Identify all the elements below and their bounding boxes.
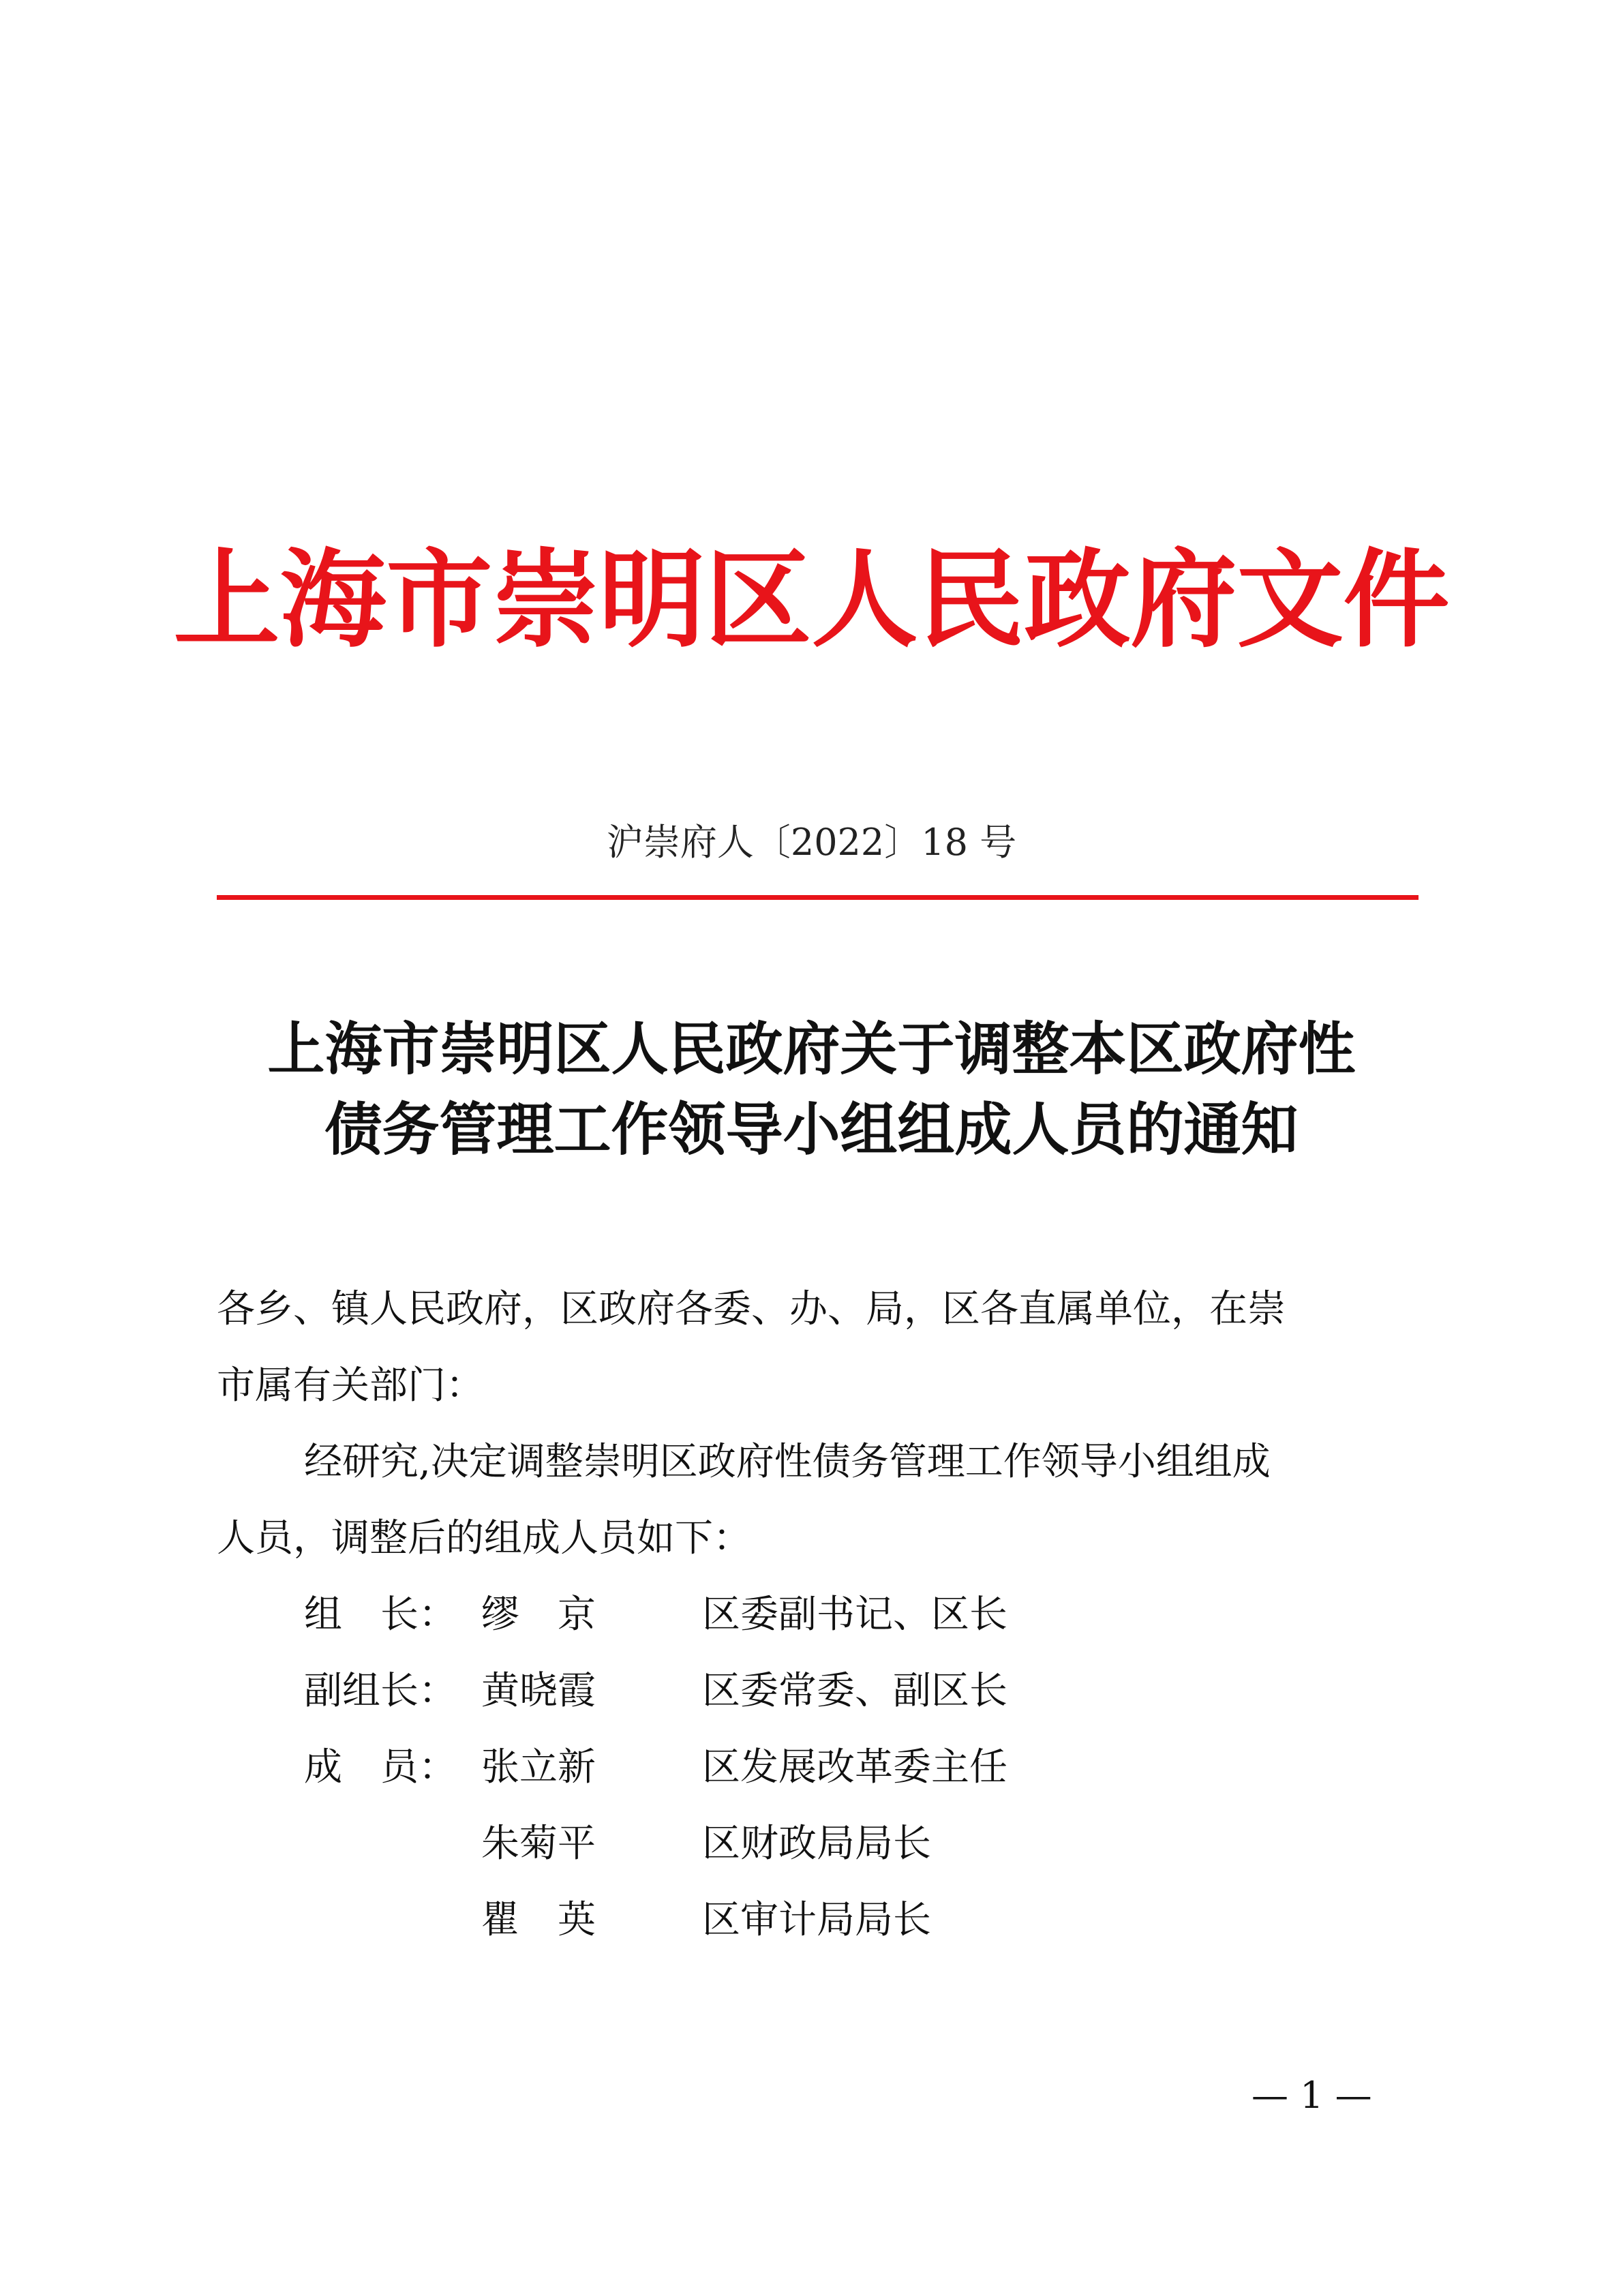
member-row bbox=[0, 1806, 1623, 1882]
member-row bbox=[0, 1729, 1623, 1806]
member-list bbox=[0, 1577, 1623, 1959]
masthead-title: 上海市崇明区人民政府文件 bbox=[173, 537, 1450, 662]
member-name: 张立新 bbox=[481, 1745, 596, 1789]
body-paragraph bbox=[217, 1424, 1419, 1577]
member-row bbox=[0, 1577, 1623, 1653]
member-position: 区审计局局长 bbox=[702, 1898, 931, 1942]
addressee-paragraph bbox=[217, 1271, 1419, 1424]
member-position: 区发展改革委主任 bbox=[702, 1745, 1007, 1789]
notice-title-line: 债务管理工作领导小组组成人员的通知 bbox=[324, 1096, 1299, 1163]
notice-title-line: 上海市崇明区人民政府关于调整本区政府性 bbox=[267, 1015, 1356, 1083]
member-role: 成 员： bbox=[304, 1745, 457, 1789]
document-number: 沪崇府人〔2022〕18 号 bbox=[606, 821, 1017, 864]
notice-title bbox=[136, 1009, 1487, 1170]
member-name: 黄晓霞 bbox=[481, 1669, 596, 1713]
addressee-line: 市属有关部门： bbox=[217, 1363, 484, 1408]
body-line: 经研究,决定调整崇明区政府性债务管理工作领导小组组成 bbox=[304, 1440, 1271, 1484]
member-name: 缪 京 bbox=[481, 1592, 596, 1637]
body-line: 人员，调整后的组成人员如下： bbox=[217, 1516, 751, 1560]
member-position: 区委副书记、区长 bbox=[702, 1592, 1007, 1637]
member-role: 副组长： bbox=[304, 1669, 457, 1713]
red-divider-line bbox=[217, 895, 1419, 900]
addressee-line: 各乡、镇人民政府，区政府各委、办、局，区各直属单位，在崇 bbox=[217, 1287, 1286, 1331]
member-name: 瞿 英 bbox=[481, 1898, 596, 1942]
member-row bbox=[0, 1653, 1623, 1729]
member-row bbox=[0, 1882, 1623, 1959]
member-position: 区财政局局长 bbox=[702, 1822, 931, 1866]
member-position: 区委常委、副区长 bbox=[702, 1669, 1007, 1713]
page-number: — 1 — bbox=[1252, 2074, 1372, 2117]
member-role: 组 长： bbox=[304, 1592, 457, 1637]
member-name: 朱菊平 bbox=[481, 1822, 596, 1866]
